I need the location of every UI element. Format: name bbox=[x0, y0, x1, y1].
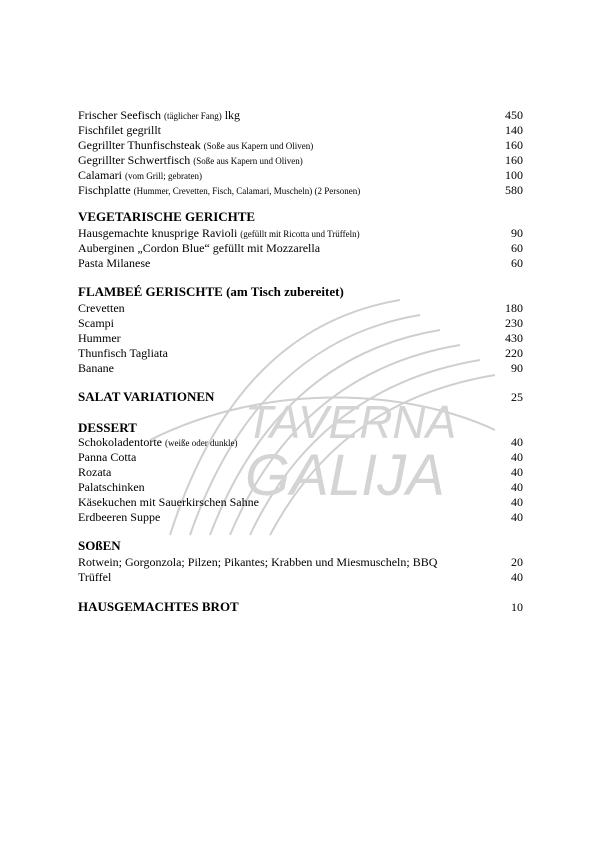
item-note: (täglicher Fang) bbox=[163, 111, 222, 121]
watermark-text-taverna: TAVERNA bbox=[245, 396, 457, 448]
section-bread bbox=[78, 599, 523, 615]
item-name: Fischfilet gegrillt bbox=[78, 123, 161, 137]
item-price: 140 bbox=[505, 123, 523, 137]
item-name: Panna Cotta bbox=[78, 450, 137, 464]
item-price: 60 bbox=[511, 241, 523, 255]
menu bbox=[78, 108, 523, 617]
item-name: Rotwein; Gorgonzola; Pilzen; Pikantes; Krabben und Miesmuscheln; BBQ bbox=[78, 555, 438, 569]
item-name: Hummer bbox=[78, 331, 121, 345]
section-title: SOßEN bbox=[78, 538, 121, 553]
item-suffix: lkg bbox=[224, 108, 241, 122]
item-price: 40 bbox=[511, 495, 523, 509]
menu-item bbox=[78, 331, 523, 346]
item-note: (vom Grill; gebraten) bbox=[124, 171, 202, 181]
item-price: 40 bbox=[511, 465, 523, 479]
item-name: Calamari bbox=[78, 168, 122, 182]
menu-item bbox=[78, 153, 523, 168]
menu-item bbox=[78, 138, 523, 153]
item-name: Thunfisch Tagliata bbox=[78, 346, 168, 360]
menu-item bbox=[78, 450, 523, 465]
item-name: Scampi bbox=[78, 316, 114, 330]
item-price: 450 bbox=[505, 108, 523, 122]
section-vegetarian bbox=[78, 209, 523, 271]
section-title: SALAT VARIATIONEN bbox=[78, 389, 215, 404]
menu-item bbox=[78, 168, 523, 183]
watermark-text-galija: GALIJA bbox=[245, 443, 445, 508]
item-price: 160 bbox=[505, 153, 523, 167]
item-note: (gefüllt mit Ricotta und Trüffeln) bbox=[240, 229, 360, 239]
section-price: 10 bbox=[511, 600, 523, 614]
item-price: 40 bbox=[511, 435, 523, 449]
menu-item bbox=[78, 301, 523, 316]
item-price: 90 bbox=[511, 361, 523, 375]
item-price: 180 bbox=[505, 301, 523, 315]
section-title: DESSERT bbox=[78, 420, 137, 435]
section-flambee bbox=[78, 284, 523, 376]
menu-item bbox=[78, 435, 523, 450]
item-price: 230 bbox=[505, 316, 523, 330]
section-title: HAUSGEMACHTES BROT bbox=[78, 599, 239, 614]
item-price: 40 bbox=[511, 480, 523, 494]
item-name: Schokoladentorte bbox=[78, 435, 162, 449]
section-title: FLAMBEÉ GERISCHTE (am Tisch zubereitet) bbox=[78, 284, 344, 299]
item-name: Fischplatte bbox=[78, 183, 131, 197]
item-name: Palatschinken bbox=[78, 480, 145, 494]
section-fish bbox=[78, 108, 523, 198]
section-price: 25 bbox=[511, 390, 523, 404]
item-name: Pasta Milanese bbox=[78, 256, 151, 270]
menu-item bbox=[78, 480, 523, 495]
menu-item bbox=[78, 241, 523, 256]
menu-item bbox=[78, 346, 523, 361]
item-name: Erdbeeren Suppe bbox=[78, 510, 161, 524]
menu-item bbox=[78, 226, 523, 241]
item-price: 40 bbox=[511, 510, 523, 524]
item-price: 20 bbox=[511, 555, 523, 569]
item-name: Käsekuchen mit Sauerkirschen Sahne bbox=[78, 495, 259, 509]
item-price: 40 bbox=[511, 450, 523, 464]
menu-item bbox=[78, 108, 523, 123]
item-price: 220 bbox=[505, 346, 523, 360]
item-name: Gegrillter Thunfischsteak bbox=[78, 138, 201, 152]
menu-item bbox=[78, 495, 523, 510]
section-dessert bbox=[78, 420, 523, 525]
item-name: Hausgemachte knusprige Ravioli bbox=[78, 226, 238, 240]
item-price: 60 bbox=[511, 256, 523, 270]
section-salad bbox=[78, 389, 523, 405]
menu-item bbox=[78, 570, 523, 585]
menu-item bbox=[78, 361, 523, 376]
menu-item bbox=[78, 555, 523, 570]
item-note: (Hummer, Crevetten, Fisch, Calamari, Muscheln) (2 Personen) bbox=[133, 186, 361, 196]
menu-item bbox=[78, 123, 523, 138]
item-name: Crevetten bbox=[78, 301, 125, 315]
menu-item bbox=[78, 465, 523, 480]
item-price: 40 bbox=[511, 570, 523, 584]
item-note: (Soße aus Kapern und Oliven) bbox=[203, 141, 314, 151]
menu-item bbox=[78, 316, 523, 331]
item-note: (weiße oder dunkle) bbox=[164, 438, 238, 448]
section-sauces bbox=[78, 538, 523, 585]
item-price: 90 bbox=[511, 226, 523, 240]
item-name: Banane bbox=[78, 361, 114, 375]
item-name: Trüffel bbox=[78, 570, 112, 584]
item-name: Rozata bbox=[78, 465, 112, 479]
item-price: 100 bbox=[505, 168, 523, 182]
item-note: (Soße aus Kapern und Oliven) bbox=[193, 156, 303, 166]
item-name: Frischer Seefisch bbox=[78, 108, 161, 122]
menu-item bbox=[78, 510, 523, 525]
item-price: 580 bbox=[505, 183, 523, 197]
menu-item bbox=[78, 256, 523, 271]
item-price: 430 bbox=[505, 331, 523, 345]
item-name: Gegrillter Schwertfisch bbox=[78, 153, 191, 167]
menu-item bbox=[78, 183, 523, 198]
item-name: Auberginen „Cordon Blue“ gefüllt mit Mozzarella bbox=[78, 241, 321, 255]
item-price: 160 bbox=[505, 138, 523, 152]
section-title: VEGETARISCHE GERICHTE bbox=[78, 209, 256, 224]
